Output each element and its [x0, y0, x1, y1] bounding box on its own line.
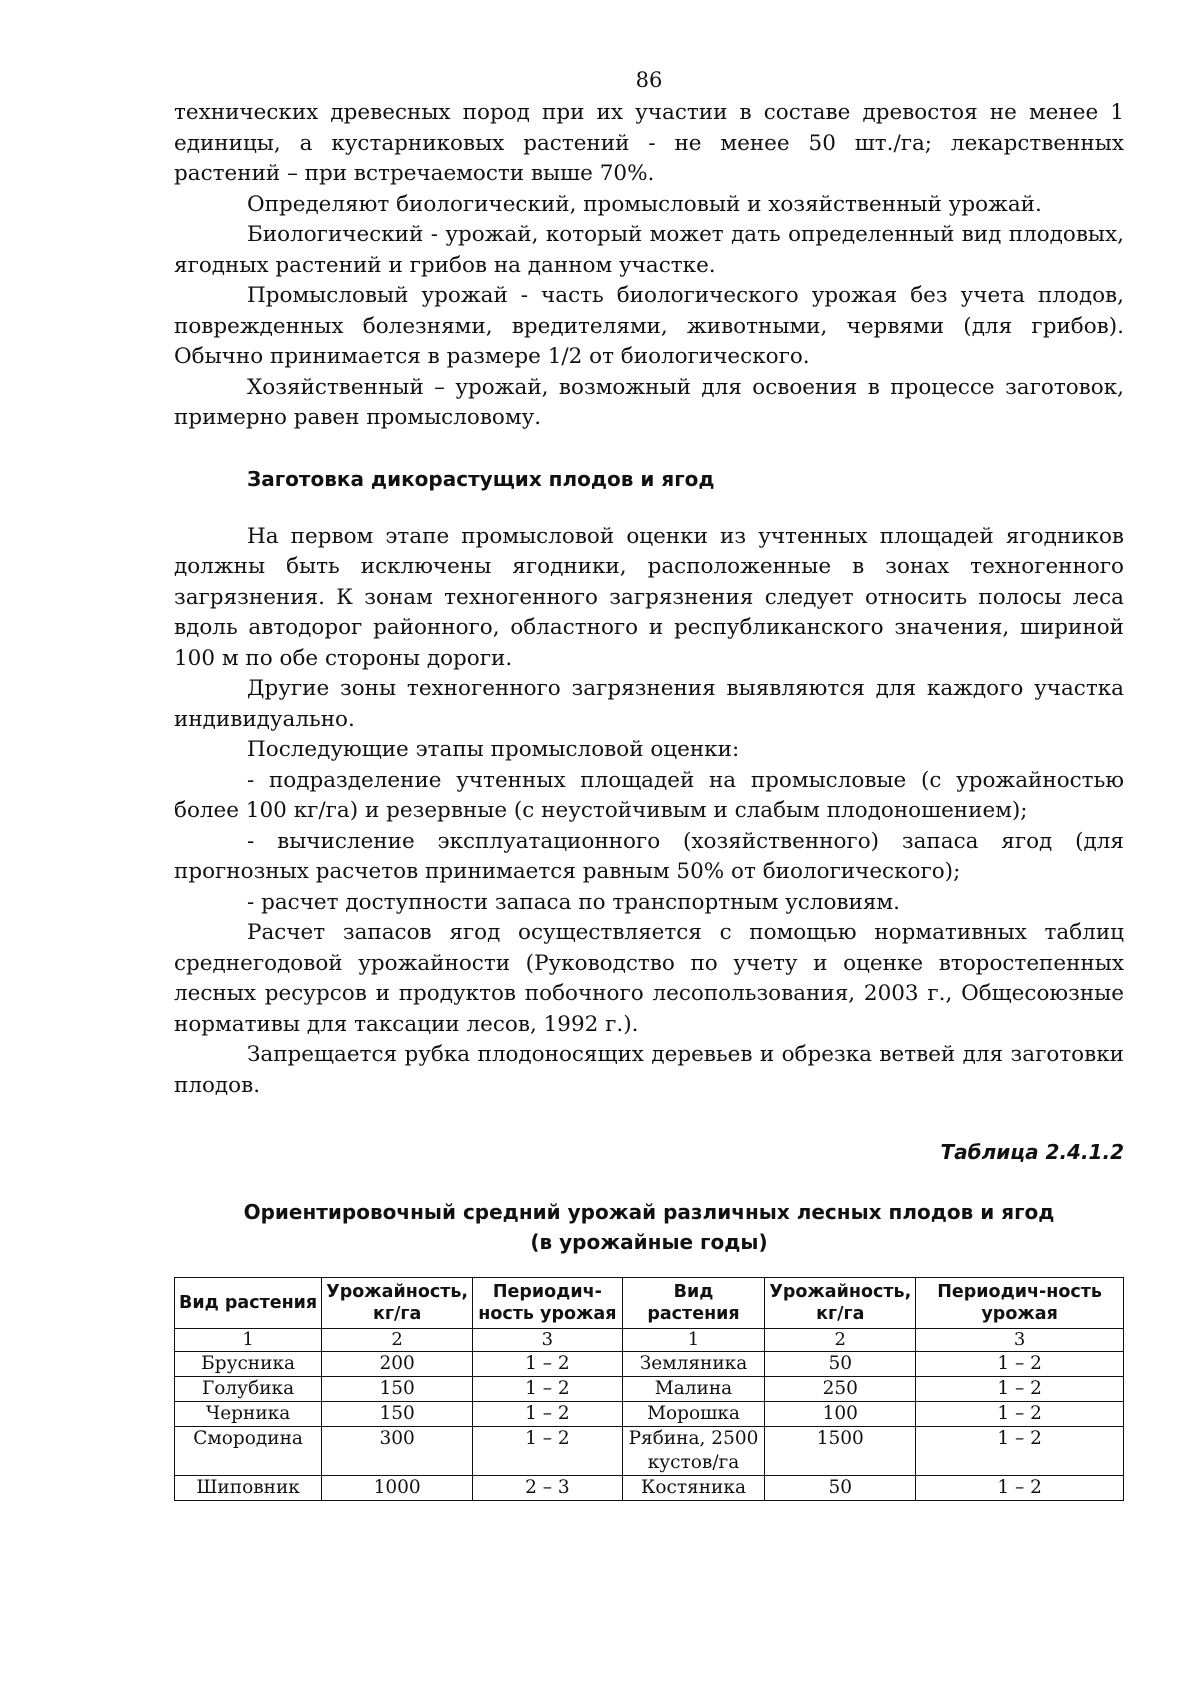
paragraph: Промысловый урожай - часть биологического урожая без учета плодов, поврежденных болезнями, вредителями, животными, червями (для грибов). Обычно принимается в размере 1/2 от биологического.	[174, 283, 1124, 369]
table-cell: 250	[765, 1377, 916, 1402]
table-cell: 100	[765, 1402, 916, 1427]
table-cell: Морошка	[622, 1402, 765, 1427]
column-header: Вид растения	[622, 1278, 765, 1329]
paragraph: технических древесных пород при их участии в составе древостоя не менее 1 единицы, а кустарниковых растений - не менее 50 шт./га; лекарственных растений – при встречаемости выше 70%.	[174, 100, 1124, 186]
paragraph: Расчет запасов ягод осуществляется с помощью нормативных таблиц среднегодовой урожайности (Руководство по учету и оценке второстепенных лесных ресурсов и продуктов побочного лесопользования, 2003 г., Общесоюзные нормативы для таксации лесов, 1992 г.).	[174, 920, 1124, 1037]
paragraph: Последующие этапы промысловой оценки:	[247, 737, 740, 762]
paragraph: На первом этапе промысловой оценки из учтенных площадей ягодников должны быть исключены ягодники, расположенные в зонах техногенного загрязнения. К зонам техногенного загрязнения следует относить полосы леса вдоль автодорог районного, областного и республиканского значения, шириной 100 м по обе стороны дороги.	[174, 523, 1124, 671]
column-number: 1	[175, 1329, 322, 1352]
intro-paragraphs	[174, 98, 1124, 434]
table-cell: Рябина, 2500 кустов/га	[622, 1427, 765, 1476]
table-row	[175, 1476, 1124, 1501]
table-row	[175, 1352, 1124, 1377]
section-paragraphs	[174, 522, 1124, 1102]
yield-table	[174, 1277, 1124, 1501]
table-row	[175, 1402, 1124, 1427]
table-cell: 1 – 2	[916, 1476, 1124, 1501]
table-row	[175, 1427, 1124, 1476]
table-row	[175, 1377, 1124, 1402]
paragraph: Запрещается рубка плодоносящих деревьев и обрезка ветвей для заготовки плодов.	[174, 1042, 1124, 1098]
column-number-row	[175, 1329, 1124, 1352]
paragraph: Определяют биологический, промысловый и хозяйственный урожай.	[247, 191, 1042, 217]
list-item: - расчет доступности запаса по транспортным условиям.	[247, 889, 900, 915]
table-title	[174, 1197, 1124, 1257]
table-cell: 50	[765, 1476, 916, 1501]
list-item: - вычисление эксплуатационного (хозяйственного) запаса ягод (для прогнозных расчетов принимается равным 50% от биологического);	[174, 828, 1124, 884]
table-cell: 150	[322, 1402, 473, 1427]
table-cell: 1 – 2	[916, 1402, 1124, 1427]
column-header: Периодич-ность урожая	[473, 1278, 623, 1329]
table-cell: 1 – 2	[916, 1377, 1124, 1402]
table-cell: 1 – 2	[473, 1402, 623, 1427]
table-cell: Брусника	[175, 1352, 322, 1377]
paragraph: Хозяйственный – урожай, возможный для освоения в процессе заготовок, примерно равен промысловому.	[174, 374, 1124, 430]
table-cell: 1000	[322, 1476, 473, 1501]
list-item: - подразделение учтенных площадей на промысловые (с урожайностью более 100 кг/га) и резервные (с неустойчивым и слабым плодоношением);	[174, 767, 1124, 823]
table-cell: Костяника	[622, 1476, 765, 1501]
table-cell: 1 – 2	[473, 1352, 623, 1377]
table-cell: 200	[322, 1352, 473, 1377]
table-cell: Черника	[175, 1402, 322, 1427]
table-cell: 1500	[765, 1427, 916, 1476]
section-heading: Заготовка дикорастущих плодов и ягод	[247, 466, 715, 491]
table-cell: 1 – 2	[916, 1427, 1124, 1476]
paragraph: Другие зоны техногенного загрязнения выявляются для каждого участка индивидуально.	[174, 676, 1124, 732]
table-cell: Земляника	[622, 1352, 765, 1377]
table-header-row	[175, 1278, 1124, 1329]
table-cell: Голубика	[175, 1377, 322, 1402]
column-header: Периодич-ность урожая	[916, 1278, 1124, 1329]
table-cell: 150	[322, 1377, 473, 1402]
column-number: 2	[765, 1329, 916, 1352]
document-page	[174, 66, 1124, 1501]
column-number: 3	[473, 1329, 623, 1352]
table-cell: Смородина	[175, 1427, 322, 1476]
table-cell: 1 – 2	[473, 1427, 623, 1476]
paragraph: Биологический - урожай, который может дать определенный вид плодовых, ягодных растений и грибов на данном участке.	[174, 222, 1124, 278]
column-header: Урожайность, кг/га	[322, 1278, 473, 1329]
page-number: 86	[635, 68, 663, 92]
table-cell: Малина	[622, 1377, 765, 1402]
table-cell: 2 – 3	[473, 1476, 623, 1501]
table-cell: 1 – 2	[473, 1377, 623, 1402]
table-cell: Шиповник	[175, 1476, 322, 1501]
column-number: 1	[622, 1329, 765, 1352]
column-number: 3	[916, 1329, 1124, 1352]
table-cell: 1 – 2	[916, 1352, 1124, 1377]
column-header: Урожайность, кг/га	[765, 1278, 916, 1329]
column-number: 2	[322, 1329, 473, 1352]
table-title-line: Ориентировочный средний урожай различных лесных плодов и ягод	[243, 1200, 1055, 1224]
table-title-line: (в урожайные годы)	[530, 1230, 768, 1254]
column-header: Вид растения	[175, 1278, 322, 1329]
table-cell: 50	[765, 1352, 916, 1377]
table-caption: Таблица 2.4.1.2	[940, 1140, 1124, 1164]
table-cell: 300	[322, 1427, 473, 1476]
